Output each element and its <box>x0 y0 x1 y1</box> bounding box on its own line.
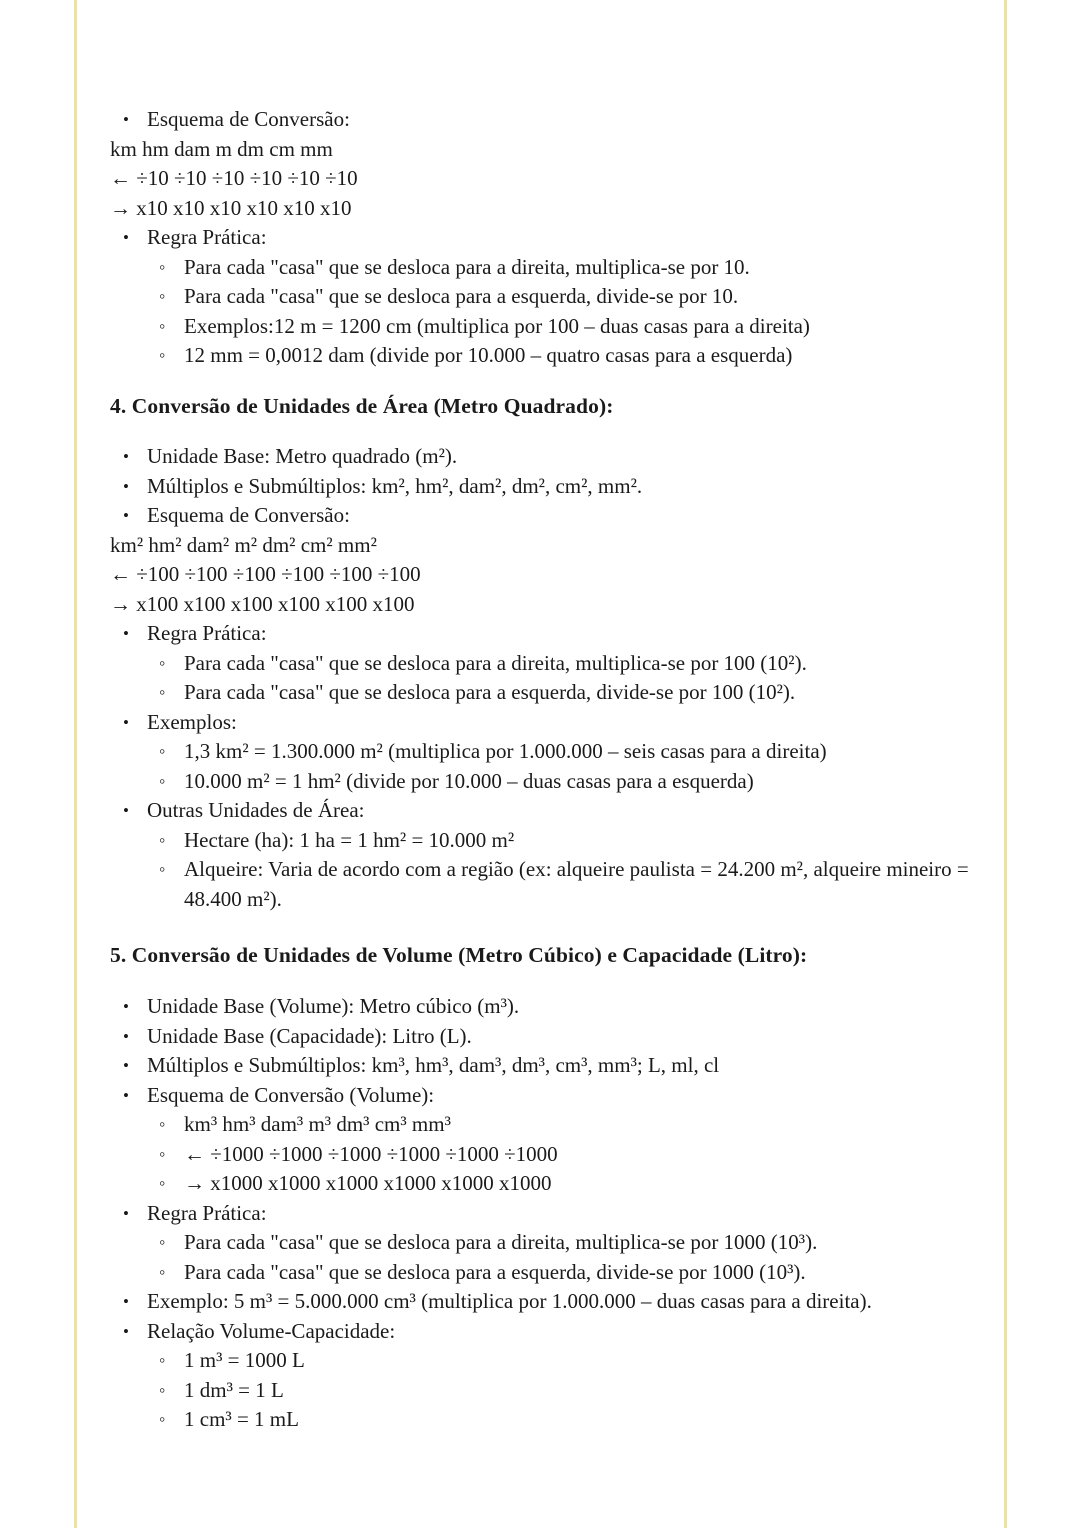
volume-rule-list <box>110 1199 970 1229</box>
volume-scheme-sublist <box>147 1110 970 1199</box>
list-item <box>110 619 970 649</box>
volume-section-heading: 5. Conversão de Unidades de Volume (Metro Cúbico) e Capacidade (Litro): <box>110 943 808 968</box>
list-item <box>110 796 970 826</box>
volume-scheme-label: • Esquema de Conversão (Volume): <box>147 1083 434 1107</box>
area-other-units-label: • Outras Unidades de Área: <box>147 798 365 822</box>
document-body <box>110 0 970 1528</box>
length-example-2: ◦ 12 mm = 0,0012 dam (divide por 10.000 – quatro casas para a esquerda) <box>184 343 792 367</box>
relation-m3-to-l: ◦ 1 m³ = 1000 L <box>184 1348 305 1372</box>
volume-example-list <box>110 1287 970 1346</box>
length-rule-sublist <box>147 253 970 371</box>
length-rule-left: ◦ Para cada "casa" que se desloca para a esquerda, divide-se por 10. <box>184 284 738 308</box>
area-multiples: • Múltiplos e Submúltiplos: km², hm², dam², dm², cm², mm². <box>147 474 642 498</box>
volume-rule-label: • Regra Prática: <box>147 1201 267 1225</box>
volume-section-block <box>110 992 970 1435</box>
list-item <box>110 1317 970 1347</box>
list-item <box>110 105 970 135</box>
length-rule-right: ◦ Para cada "casa" que se desloca para a direita, multiplica-se por 10. <box>184 255 750 279</box>
area-example-2: ◦ 10.000 m² = 1 hm² (divide por 10.000 – duas casas para a esquerda) <box>184 769 754 793</box>
length-example-1: ◦ Exemplos:12 m = 1200 cm (multiplica por 100 – duas casas para a direita) <box>184 314 810 338</box>
length-divide-line: ← ÷10 ÷10 ÷10 ÷10 ÷10 ÷10 <box>110 166 358 190</box>
area-units-line: km² hm² dam² m² dm² cm² mm² <box>110 532 377 557</box>
area-examples-sublist <box>147 737 970 796</box>
list-item <box>110 223 970 253</box>
list-item <box>110 501 970 531</box>
list-item <box>147 341 970 371</box>
volume-units-line: ◦ km³ hm³ dam³ m³ dm³ cm³ mm³ <box>184 1112 451 1136</box>
area-example-1: ◦ 1,3 km² = 1.300.000 m² (multiplica por 1.000.000 – seis casas para a direita) <box>184 739 827 763</box>
area-multiply-line: → x100 x100 x100 x100 x100 x100 <box>110 591 415 616</box>
list-item <box>147 1110 970 1140</box>
list-item <box>147 855 970 914</box>
area-intro-list <box>110 442 970 531</box>
list-item <box>147 826 970 856</box>
area-rule-right: ◦ Para cada "casa" que se desloca para a direita, multiplica-se por 100 (10²). <box>184 651 807 675</box>
list-item <box>110 1051 970 1081</box>
relation-cm3-to-ml: ◦ 1 cm³ = 1 mL <box>184 1407 299 1431</box>
list-item <box>147 312 970 342</box>
list-item <box>147 282 970 312</box>
area-other-units-list <box>110 796 970 826</box>
page-rule-right <box>1004 0 1007 1528</box>
volume-base-unit: • Unidade Base (Volume): Metro cúbico (m³). <box>147 994 519 1018</box>
volume-multiply-line: ◦ → x1000 x1000 x1000 x1000 x1000 x1000 <box>184 1171 552 1195</box>
length-units-line: km hm dam m dm cm mm <box>110 136 333 161</box>
area-alqueire: ◦ Alqueire: Varia de acordo com a região (ex: alqueire paulista = 24.200 m², alqueire mineiro = 48.400 m²). <box>184 857 969 911</box>
area-section-heading: 4. Conversão de Unidades de Área (Metro Quadrado): <box>110 393 614 418</box>
area-hectare: ◦ Hectare (ha): 1 ha = 1 hm² = 10.000 m² <box>184 828 514 852</box>
area-base-unit: • Unidade Base: Metro quadrado (m²). <box>147 444 457 468</box>
list-item <box>147 1376 970 1406</box>
list-item <box>147 1405 970 1435</box>
list-item <box>147 737 970 767</box>
area-examples-list <box>110 708 970 738</box>
list-item <box>147 253 970 283</box>
volume-multiples: • Múltiplos e Submúltiplos: km³, hm³, dam³, dm³, cm³, mm³; L, ml, cl <box>147 1053 719 1077</box>
page-rule-left <box>74 0 77 1528</box>
list-item <box>110 1199 970 1229</box>
volume-intro-list <box>110 992 970 1110</box>
list-item <box>147 678 970 708</box>
volume-relation-sublist <box>147 1346 970 1435</box>
list-item <box>147 1140 970 1170</box>
length-scheme-list <box>110 105 970 135</box>
list-item <box>147 767 970 797</box>
list-item <box>147 1346 970 1376</box>
list-item <box>147 1228 970 1258</box>
area-other-units-sublist <box>147 826 970 915</box>
volume-example: • Exemplo: 5 m³ = 5.000.000 cm³ (multiplica por 1.000.000 – duas casas para a direita). <box>147 1289 872 1313</box>
volume-rule-right: ◦ Para cada "casa" que se desloca para a direita, multiplica-se por 1000 (10³). <box>184 1230 817 1254</box>
area-rule-label: • Regra Prática: <box>147 621 267 645</box>
area-rule-list <box>110 619 970 649</box>
area-section-block <box>110 442 970 914</box>
list-item <box>110 442 970 472</box>
length-multiply-line: → x10 x10 x10 x10 x10 x10 <box>110 195 352 220</box>
relation-dm3-to-l: ◦ 1 dm³ = 1 L <box>184 1378 284 1402</box>
volume-relation-label: • Relação Volume-Capacidade: <box>147 1319 395 1343</box>
volume-divide-line: ◦ ← ÷1000 ÷1000 ÷1000 ÷1000 ÷1000 ÷1000 <box>184 1142 558 1166</box>
list-item <box>110 992 970 1022</box>
volume-rule-sublist <box>147 1228 970 1287</box>
list-item <box>110 1022 970 1052</box>
list-item <box>147 1258 970 1288</box>
list-item <box>110 708 970 738</box>
length-conversion-block <box>110 105 970 371</box>
list-item <box>147 649 970 679</box>
list-item <box>110 1081 970 1111</box>
area-rule-left: ◦ Para cada "casa" que se desloca para a esquerda, divide-se por 100 (10²). <box>184 680 795 704</box>
capacity-base-unit: • Unidade Base (Capacidade): Litro (L). <box>147 1024 472 1048</box>
area-divide-line: ← ÷100 ÷100 ÷100 ÷100 ÷100 ÷100 <box>110 562 421 587</box>
list-item <box>110 1287 970 1317</box>
list-item <box>110 472 970 502</box>
volume-rule-left: ◦ Para cada "casa" que se desloca para a esquerda, divide-se por 1000 (10³). <box>184 1260 806 1284</box>
length-scheme-label: • Esquema de Conversão: <box>147 107 350 131</box>
list-item <box>147 1169 970 1199</box>
area-examples-label: • Exemplos: <box>147 710 237 734</box>
area-rule-sublist <box>147 649 970 708</box>
length-rule-label: • Regra Prática: <box>147 225 267 249</box>
length-rule-list <box>110 223 970 253</box>
area-scheme-label: • Esquema de Conversão: <box>147 503 350 527</box>
